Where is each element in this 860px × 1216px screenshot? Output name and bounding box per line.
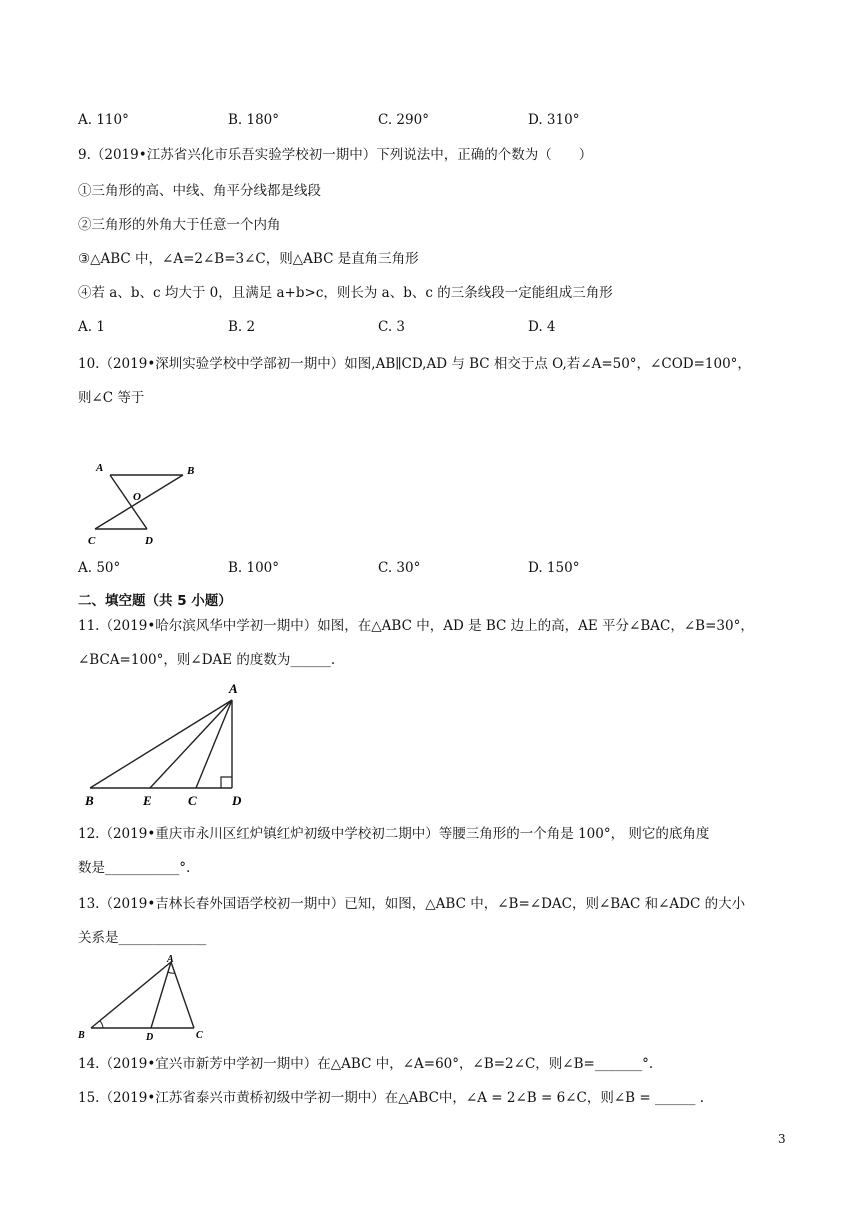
q8-option-c: C. 290° <box>378 112 429 128</box>
q9-stem: 9.（2019•江苏省兴化市乐吾实验学校初一期中）下列说法中，正确的个数为（ ） <box>78 147 593 163</box>
q9-option-d: D. 4 <box>528 319 556 335</box>
q13-segment-ab <box>91 962 171 1028</box>
q10-stem-line-2: 则∠C 等于 <box>78 390 145 406</box>
q11-label-b: B <box>85 793 94 808</box>
q15-stem: 15.（2019•江苏省泰兴市黄桥初级中学初一期中）在△ABC中，∠A = 2∠B = 6∠C，则∠B = ______ . <box>78 1090 705 1106</box>
q9-option-c: C. 3 <box>378 319 406 335</box>
q10-segment-ad <box>110 475 147 529</box>
q11-label-c: C <box>188 793 197 808</box>
q13-segment-ac <box>171 962 194 1028</box>
q11-segment-ac <box>196 700 232 788</box>
q9-statement-4: ④若 a、b、c 均大于 0，且满足 a+b>c，则长为 a、b、c 的三条线段一定能组成三角形 <box>78 285 613 301</box>
q11-label-d: D <box>232 793 242 808</box>
q11-label-a: A <box>229 681 238 696</box>
q8-option-b: B. 180° <box>228 112 280 128</box>
q10-stem-line-1: 10.（2019•深圳实验学校中学部初一期中）如图,AB∥CD,AD 与 BC 相交于点 O,若∠A=50°，∠COD=100°， <box>78 356 751 372</box>
q9-statement-2: ②三角形的外角大于任意一个内角 <box>78 217 281 233</box>
q9-option-b: B. 2 <box>228 319 256 335</box>
q10-label-o: O <box>133 491 141 503</box>
q8-option-d: D. 310° <box>528 112 580 128</box>
q8-option-a: A. 110° <box>78 112 129 128</box>
q13-figure <box>74 952 214 1044</box>
q9-statement-1: ①三角形的高、中线、角平分线都是线段 <box>78 183 321 199</box>
page-number: 3 <box>778 1132 786 1146</box>
q13-label-d: D <box>146 1032 154 1043</box>
q10-label-a: A <box>96 462 104 474</box>
q12-stem-line-1: 12.（2019•重庆市永川区红炉镇红炉初级中学校初二期中）等腰三角形的一个角是 100°， 则它的底角度 <box>78 826 710 842</box>
q9-statement-3: ③△ABC 中，∠A=2∠B=3∠C，则△ABC 是直角三角形 <box>78 251 419 267</box>
q11-segment-ab <box>90 700 232 788</box>
q13-stem-line-1: 13.（2019•吉林长春外国语学校初一期中）已知，如图，△ABC 中，∠B=∠DAC，则∠BAC 和∠ADC 的大小 <box>78 896 746 912</box>
q9-option-a: A. 1 <box>78 319 105 335</box>
q10-option-a: A. 50° <box>78 560 121 576</box>
q10-figure <box>80 458 210 550</box>
q14-stem: 14.（2019•宜兴市新芳中学初一期中）在△ABC 中，∠A=60°，∠B=2∠C，则∠B=_______°. <box>78 1056 654 1072</box>
q12-stem-line-2: 数是___________°. <box>78 860 191 876</box>
q11-right-angle-mark <box>221 777 232 788</box>
q10-label-d: D <box>145 535 153 547</box>
q11-label-e: E <box>143 793 152 808</box>
q13-segment-ad <box>151 962 171 1028</box>
q10-label-b: B <box>187 465 195 477</box>
q10-label-c: C <box>88 535 96 547</box>
q13-angle-b-mark <box>100 1021 103 1028</box>
q13-label-a: A <box>167 954 174 965</box>
section-heading-fill-in: 二、填空题（共 5 小题） <box>78 593 232 609</box>
q11-figure <box>82 680 252 810</box>
q13-stem-line-2: 关系是_____________ <box>78 930 207 946</box>
q13-label-c: C <box>196 1030 203 1041</box>
q10-option-d: D. 150° <box>528 560 580 576</box>
q10-option-c: C. 30° <box>378 560 421 576</box>
q10-option-b: B. 100° <box>228 560 280 576</box>
q11-stem-line-1: 11.（2019•哈尔滨风华中学初一期中）如图，在△ABC 中，AD 是 BC 边上的高，AE 平分∠BAC，∠B=30°， <box>78 618 754 634</box>
q11-stem-line-2: ∠BCA=100°，则∠DAE 的度数为______. <box>78 652 336 668</box>
q13-label-b: B <box>78 1030 85 1041</box>
